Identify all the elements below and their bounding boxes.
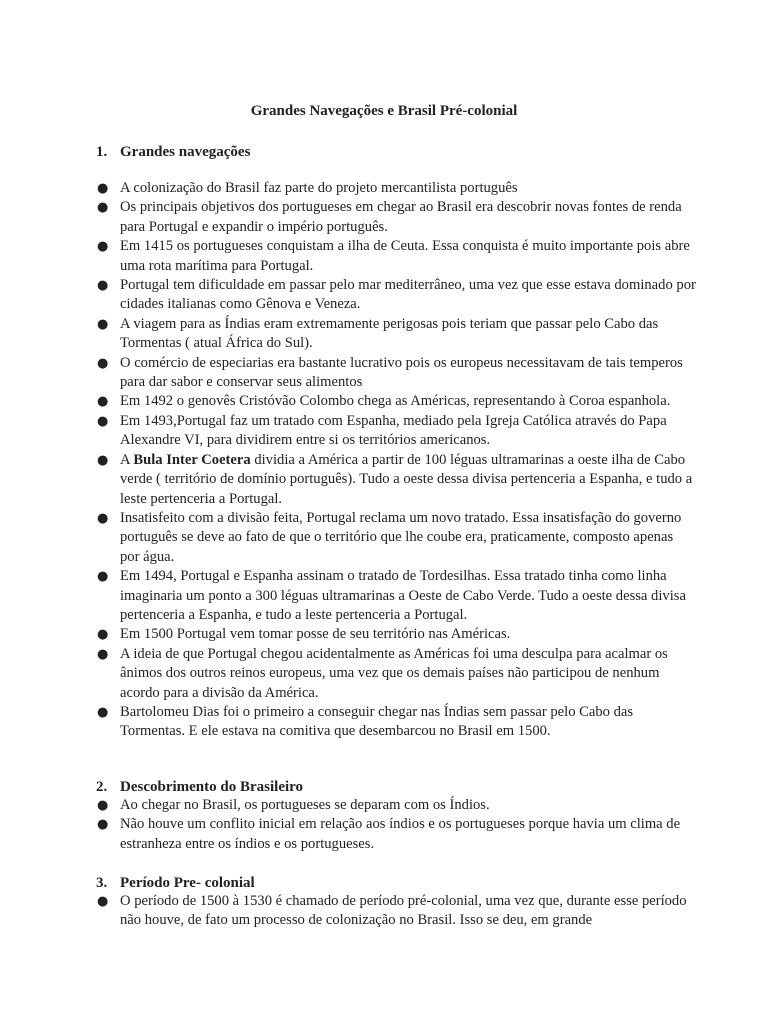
document-title: Grandes Navegações e Brasil Pré-colonial bbox=[250, 103, 518, 119]
bullet-icon: ● bbox=[97, 452, 109, 468]
bullet-icon: ● bbox=[97, 646, 109, 662]
bullet-icon: ● bbox=[97, 569, 109, 585]
list-item: ● Em 1415 os portugueses conquistam a ilha de Ceuta. Essa conquista é muito importante pois abre uma rota marítima para Portugal. bbox=[97, 238, 690, 274]
bullet-list-3 bbox=[96, 892, 696, 931]
bullet-icon: ● bbox=[97, 200, 109, 216]
bullet-list-2 bbox=[96, 796, 696, 854]
bullet-icon: ● bbox=[97, 355, 109, 371]
bullet-icon: ● bbox=[97, 510, 109, 526]
list-item: ● Em 1492 o genovês Cristóvão Colombo chega as Américas, representando à Coroa espanhola. bbox=[96, 392, 696, 411]
section-heading-3 bbox=[96, 873, 255, 893]
bullet-icon: ● bbox=[97, 704, 109, 720]
bullet-icon: ● bbox=[97, 181, 109, 196]
bullet-icon: ● bbox=[97, 627, 109, 643]
section-number: 2. bbox=[96, 779, 108, 795]
section-heading-2 bbox=[96, 777, 303, 797]
list-item: ● Ao chegar no Brasil, os portugueses se deparam com os Índios. bbox=[96, 796, 696, 815]
list-item: ● Os principais objetivos dos portugueses em chegar ao Brasil era descobrir novas fontes de renda para Portugal e expandir o império português. bbox=[97, 199, 682, 235]
list-item: ● A Bula Inter Coetera dividia a América a partir de 100 léguas ultramarinas a oeste ilha de Cabo verde ( território de domínio português). Tudo a oeste dessa divisa pertenceria a Espanha, e tudo a leste pertenceria a Portugal. bbox=[97, 451, 693, 507]
list-item: ● Bartolomeu Dias foi o primeiro a conseguir chegar nas Índias sem passar pelo Cabo das Tormentas. E ele estava na comitiva que desembarcou no Brasil em 1500. bbox=[97, 703, 634, 740]
section-title: Período Pre- colonial bbox=[120, 875, 255, 891]
list-item: ● Não houve um conflito inicial em relação aos índios e os portugueses porque havia um clima de estranheza entre os índios e os portugueses. bbox=[97, 816, 681, 852]
section-number: 1. bbox=[96, 144, 108, 160]
list-item: ● Em 1500 Portugal vem tomar posse de seu território nas Américas. bbox=[96, 625, 696, 644]
bullet-icon: ● bbox=[97, 413, 109, 429]
bullet-icon: ● bbox=[97, 316, 109, 332]
section-number: 3. bbox=[96, 875, 108, 891]
section-heading-1 bbox=[96, 142, 250, 162]
list-item: ● A ideia de que Portugal chegou acidentalmente as Américas foi uma desculpa para acalmar os ânimos dos outros reinos europeus, uma vez que os demais países não participou de nenhum acordo para a divisão da América. bbox=[97, 645, 668, 701]
list-item: ● O comércio de especiarias era bastante lucrativo pois os europeus necessitavam de tais temperos para dar sabor e conservar seus alimentos bbox=[97, 354, 683, 391]
list-item: ● O período de 1500 à 1530 é chamado de período pré-colonial, uma vez que, durante esse período não houve, de fato um processo de colonização no Brasil. Isso se deu, em grande bbox=[97, 893, 687, 929]
list-item: ● Portugal tem dificuldade em passar pelo mar mediterrâneo, uma vez que esse estava dominado por cidades italianas como Gênova e Veneza. bbox=[97, 277, 696, 313]
bullet-icon: ● bbox=[97, 798, 109, 813]
list-item: ● A viagem para as Índias eram extremamente perigosas pois teriam que passar pelo Cabo das Tormentas ( atual África do Sul). bbox=[97, 315, 659, 352]
bullet-icon: ● bbox=[97, 817, 109, 833]
list-item: ● Insatisfeito com a divisão feita, Portugal reclama um novo tratado. Essa insatisfação do governo português se deve ao fato de que o território que lhe coube era, praticamente, composto apenas por água. bbox=[97, 509, 682, 565]
list-item: ● Em 1494, Portugal e Espanha assinam o tratado de Tordesilhas. Essa tratado tinha como linha imaginaria um ponto a 300 léguas ultramarinas a Oeste de Cabo Verde. Tudo a oeste dessa divisa pertenceria a Espanha, e tudo a leste pertenceria a Portugal. bbox=[97, 568, 686, 623]
bold-term: Bula Inter Coetera bbox=[133, 451, 251, 468]
section-title: Grandes navegações bbox=[120, 144, 251, 160]
bullet-list-1 bbox=[96, 179, 696, 742]
bullet-icon: ● bbox=[97, 239, 109, 255]
list-item: ● Em 1493,Portugal faz um tratado com Espanha, mediado pela Igreja Católica através do Papa Alexandre VI, para dividirem entre si os territórios americanos. bbox=[97, 412, 667, 449]
list-item: ● A colonização do Brasil faz parte do projeto mercantilista português bbox=[96, 179, 696, 198]
bullet-icon: ● bbox=[97, 894, 109, 909]
bullet-icon: ● bbox=[97, 394, 109, 410]
section-title: Descobrimento do Brasileiro bbox=[120, 779, 304, 795]
bullet-icon: ● bbox=[97, 278, 109, 294]
